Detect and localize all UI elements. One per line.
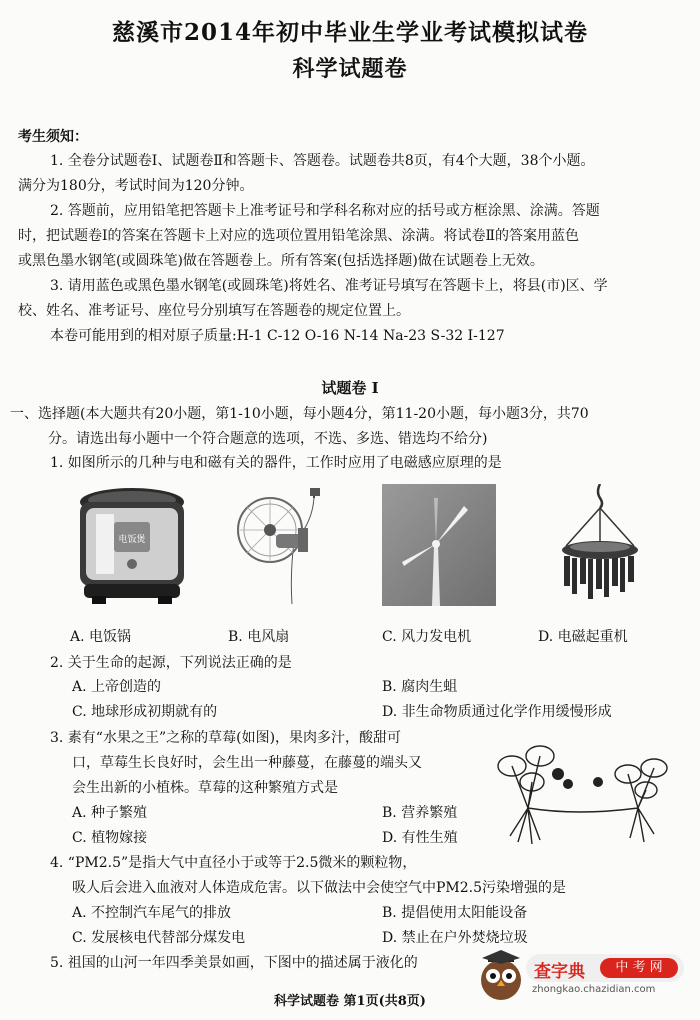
q1-option-c: C. 风力发电机 [382, 629, 472, 645]
section-intro-1: 一、选择题(本大题共有20小题，第1-10小题，每小题4分，第11-20小题，每小题3分，共70 [10, 406, 589, 422]
q2-option-d: D. 非生命物质通过化学作用缓慢形成 [382, 704, 612, 720]
section-title: 试题卷 I [321, 379, 379, 397]
owl-mascot-icon [476, 950, 526, 1002]
notice-p1a: 1. 全卷分试题卷Ⅰ、试题卷Ⅱ和答题卡、答题卷。试题卷共8页，有4个大题，38个小题。 [50, 153, 595, 169]
rice-cooker-image [70, 484, 195, 606]
q2-option-a: A. 上帝创造的 [72, 679, 162, 695]
q3-stem-3: 会生出新的小植株。草莓的这种繁殖方式是 [72, 780, 338, 796]
notice-p2a: 2. 答题前，应用铅笔把答题卡上准考证号和学科名称对应的括号或方框涂黑、涂满。答题 [50, 203, 600, 219]
notice-p3a: 3. 请用蓝色或黑色墨水钢笔(或圆珠笔)将姓名、准考证号填写在答题卡上，将县(市)区、学 [50, 278, 608, 294]
q4-option-c: C. 发展核电代替部分煤发电 [72, 930, 246, 946]
q2-option-c: C. 地球形成初期就有的 [72, 704, 218, 720]
q4-option-d: D. 禁止在户外焚烧垃圾 [382, 930, 528, 946]
watermark-brand: 查字典 [534, 962, 585, 982]
electric-fan-image [232, 484, 332, 606]
page-footer: 科学试题卷 第1页(共8页) [274, 994, 426, 1009]
q1-option-d: D. 电磁起重机 [538, 629, 628, 645]
q1-option-b: B. 电风扇 [228, 629, 290, 645]
q3-option-c: C. 植物嫁接 [72, 830, 148, 846]
q3-stem-1: 3. 素有“水果之王”之称的草莓(如图)，果肉多汁，酸甜可 [50, 730, 402, 746]
q4-option-b: B. 提倡使用太阳能设备 [382, 905, 528, 921]
q2-stem: 2. 关于生命的起源，下列说法正确的是 [50, 655, 292, 671]
exam-title: 慈溪市2014年初中毕业生学业考试模拟试卷 [111, 19, 588, 46]
notice-p2c: 或黑色墨水钢笔(或圆珠笔)做在答题卷上。所有答案(包括选择题)做在试题卷上无效。 [18, 253, 544, 269]
watermark-url: zhongkao.chazidian.com [532, 984, 656, 995]
exam-subtitle: 科学试题卷 [292, 56, 408, 82]
atomic-mass-line: 本卷可能用到的相对原子质量:H-1 C-12 O-16 N-14 Na-23 S-32 I-127 [50, 328, 505, 344]
watermark-banner [526, 954, 684, 982]
q3-stem-2: 口，草莓生长良好时，会生出一种藤蔓，在藤蔓的端头又 [72, 755, 422, 771]
q1-stem: 1. 如图所示的几种与电和磁有关的器件，工作时应用了电磁感应原理的是 [50, 455, 502, 471]
q2-option-b: B. 腐肉生蛆 [382, 679, 458, 695]
q3-option-d: D. 有性生殖 [382, 830, 458, 846]
watermark [476, 950, 686, 1002]
q3-option-a: A. 种子繁殖 [72, 805, 148, 821]
electromagnet-crane-image [552, 484, 648, 606]
q4-stem-2: 吸人后会进入血液对人体造成危害。以下做法中会使空气中PM2.5污染增强的是 [72, 880, 567, 896]
q5-stem: 5. 祖国的山河一年四季美景如画，下图中的描述属于液化的 [50, 955, 418, 971]
q3-option-b: B. 营养繁殖 [382, 805, 458, 821]
watermark-tag: 中 考 网 [600, 958, 678, 978]
notice-p2b: 时，把试题卷Ⅰ的答案在答题卡上对应的选项位置用铅笔涂黑、涂满。将试卷Ⅱ的答案用蓝色 [18, 228, 580, 244]
cooker-panel-label: 电饭煲 [118, 535, 146, 545]
notice-p3b: 校、姓名、准考证号、座位号分别填写在答题卷的规定位置上。 [18, 303, 410, 319]
q4-option-a: A. 不控制汽车尾气的排放 [72, 905, 232, 921]
wind-turbine-image [382, 484, 496, 606]
strawberry-plant-image [488, 738, 683, 850]
notice-label: 考生须知： [18, 129, 88, 145]
section-intro-2: 分。请选出每小题中一个符合题意的选项，不选、多选、错选均不给分) [48, 431, 488, 447]
q1-option-a: A. 电饭锅 [70, 629, 132, 645]
notice-p1b: 满分为180分，考试时间为120分钟。 [18, 178, 254, 194]
q4-stem-1: 4. “PM2.5”是指大气中直径小于或等于2.5微米的颗粒物， [50, 855, 417, 871]
